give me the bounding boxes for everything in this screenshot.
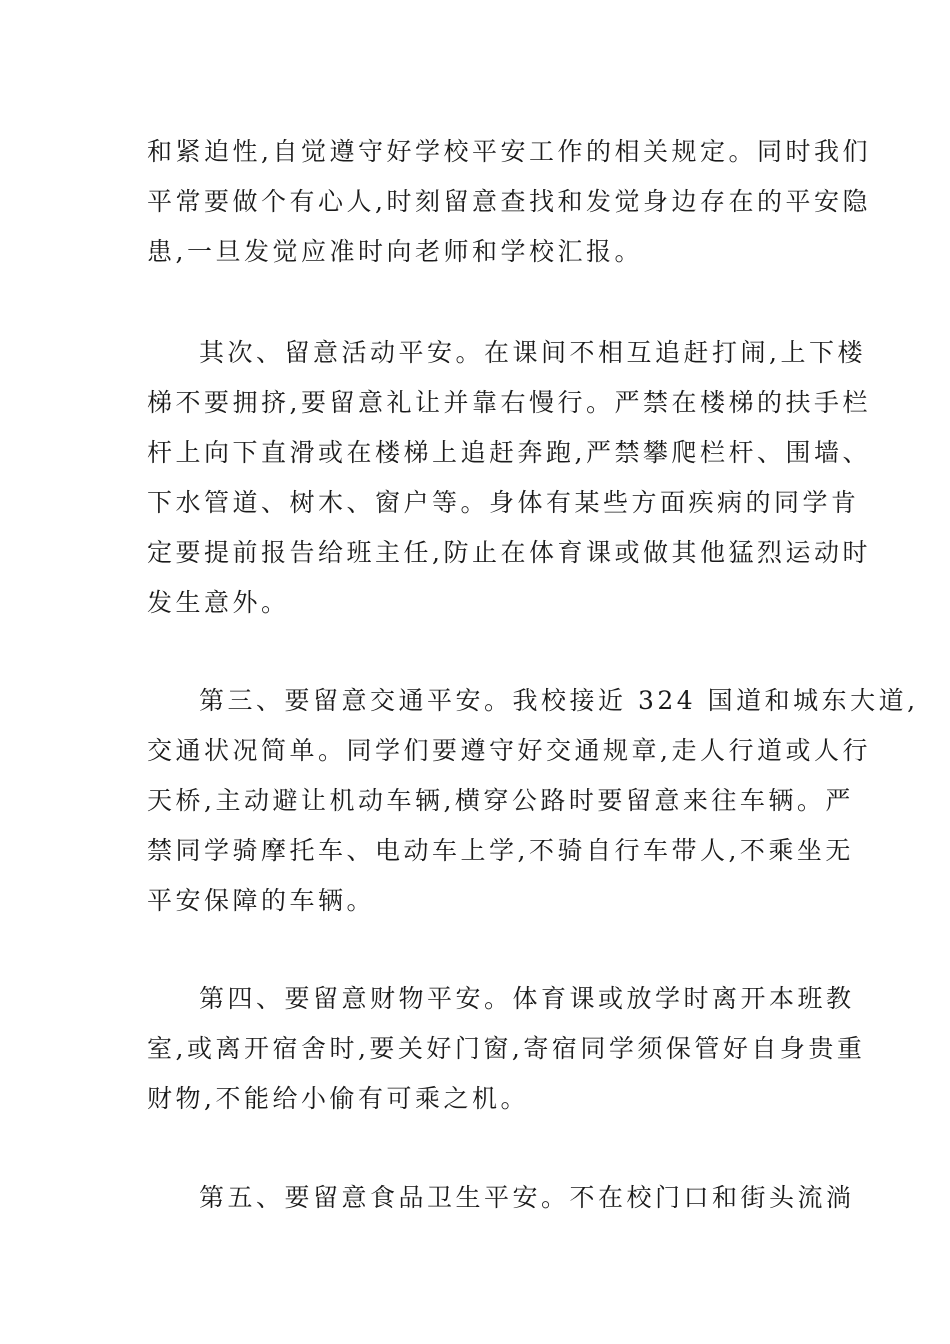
text-line: 第三、要留意交通平安。我校接近 324 国道和城东大道, [199,686,919,715]
text-line: 和紧迫性,自觉遵守好学校平安工作的相关规定。同时我们 [147,137,871,166]
text-line: 第四、要留意财物平安。体育课或放学时离开本班教 [199,984,855,1013]
text-line: 室,或离开宿舍时,要关好门窗,寄宿同学须保管好自身贵重 [147,1034,866,1063]
text-line: 梯不要拥挤,要留意礼让并靠右慢行。严禁在楼梯的扶手栏 [147,388,871,417]
paragraph-school-rules [147,127,871,277]
text-line: 下水管道、树木、窗户等。身体有某些方面疾病的同学肯 [147,488,860,517]
text-line: 其次、留意活动平安。在课间不相互追赶打闹,上下楼 [199,338,866,367]
text-line: 平常要做个有心人,时刻留意查找和发觉身边存在的平安隐 [147,187,871,216]
paragraph-property-safety [147,974,866,1124]
text-line: 定要提前报告给班主任,防止在体育课或做其他猛烈运动时 [147,538,871,567]
text-line: 患,一旦发觉应准时向老师和学校汇报。 [147,237,643,266]
paragraph-traffic-safety [147,676,919,926]
text-line: 发生意外。 [147,588,290,617]
text-line: 交通状况简单。同学们要遵守好交通规章,走人行道或人行 [147,736,871,765]
paragraph-food-safety [147,1173,855,1223]
text-line: 天桥,主动避让机动车辆,横穿公路时要留意来往车辆。严 [147,786,854,815]
paragraph-activity-safety [147,328,871,628]
text-line: 第五、要留意食品卫生平安。不在校门口和街头流淌 [199,1183,855,1212]
text-line: 杆上向下直滑或在楼梯上追赶奔跑,严禁攀爬栏杆、围墙、 [147,438,871,467]
text-line: 禁同学骑摩托车、电动车上学,不骑自行车带人,不乘坐无 [147,836,854,865]
text-line: 财物,不能给小偷有可乘之机。 [147,1084,529,1113]
text-line: 平安保障的车辆。 [147,886,376,915]
